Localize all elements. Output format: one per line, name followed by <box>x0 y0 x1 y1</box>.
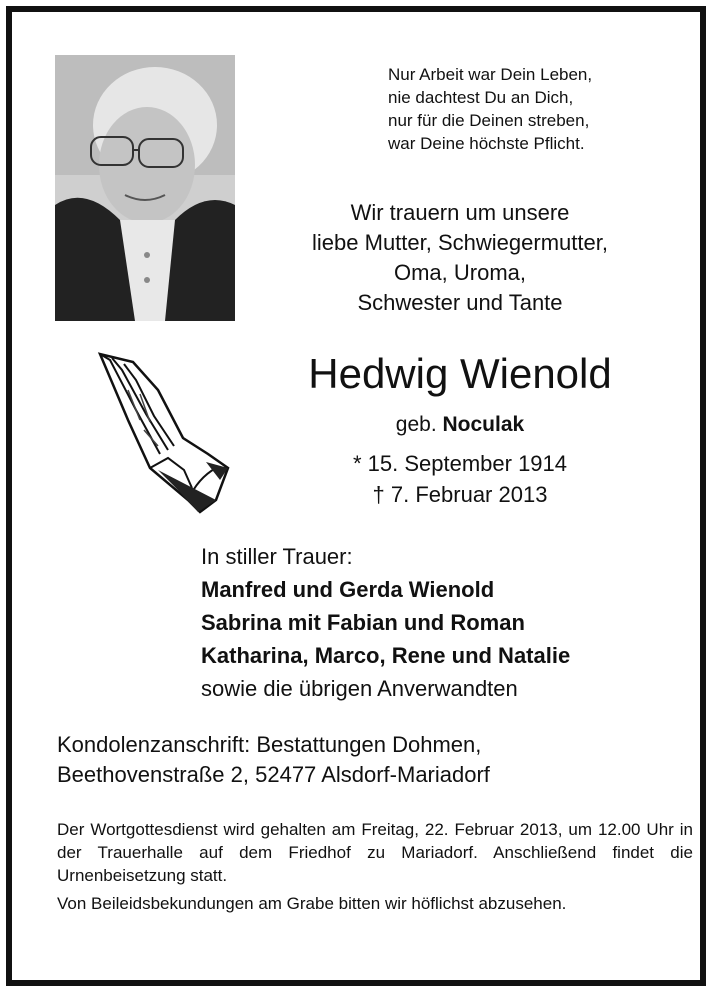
deceased-name: Hedwig Wienold <box>308 350 612 397</box>
death-date: † 7. Februar 2013 <box>372 482 548 507</box>
poem-line: Nur Arbeit war Dein Leben, <box>388 65 593 84</box>
family-member: Sabrina mit Fabian und Roman <box>201 610 525 635</box>
birth-date: * 15. September 1914 <box>352 451 568 476</box>
poem <box>388 63 688 155</box>
poem-line: nie dachtest Du an Dich, <box>388 88 574 107</box>
family-signature <box>201 540 691 705</box>
condolence-line: Kondolenzanschrift: Bestattungen Dohmen, <box>57 732 482 757</box>
service-paragraph: Der Wortgottesdienst wird gehalten am Freitag, 22. Februar 2013, um 12.00 Uhr in der Trauerhalle auf dem Friedhof zu Mariadorf. Anschließend findet die Urnenbeisetzung statt. <box>57 820 693 885</box>
mourning-line: Schwester und Tante <box>357 290 563 315</box>
praying-hands-icon <box>88 350 233 515</box>
mourning-line: Wir trauern um unsere <box>350 200 570 225</box>
condolence-line: Beethovenstraße 2, 52477 Alsdorf-Mariadorf <box>57 762 490 787</box>
service-paragraph: Von Beileidsbekundungen am Grabe bitten wir höflichst abzusehen. <box>57 894 567 913</box>
family-member: Katharina, Marco, Rene und Natalie <box>201 643 571 668</box>
mourning-statement <box>240 198 680 318</box>
birth-surname: Noculak <box>442 413 525 436</box>
geb-prefix: geb. <box>395 413 437 436</box>
mourning-line: liebe Mutter, Schwiegermutter, <box>312 230 608 255</box>
poem-line: nur für die Deinen streben, <box>388 111 590 130</box>
service-info <box>57 818 693 920</box>
portrait-photo <box>55 55 235 321</box>
poem-line: war Deine höchste Pflicht. <box>388 134 585 153</box>
mourning-line: Oma, Uroma, <box>393 260 527 285</box>
birth-name <box>250 410 670 440</box>
life-dates <box>250 448 670 510</box>
condolence-address <box>57 730 687 790</box>
family-member: Manfred und Gerda Wienold <box>201 577 495 602</box>
family-intro: In stiller Trauer: <box>201 544 353 569</box>
family-closing: sowie die übrigen Anverwandten <box>201 676 518 701</box>
